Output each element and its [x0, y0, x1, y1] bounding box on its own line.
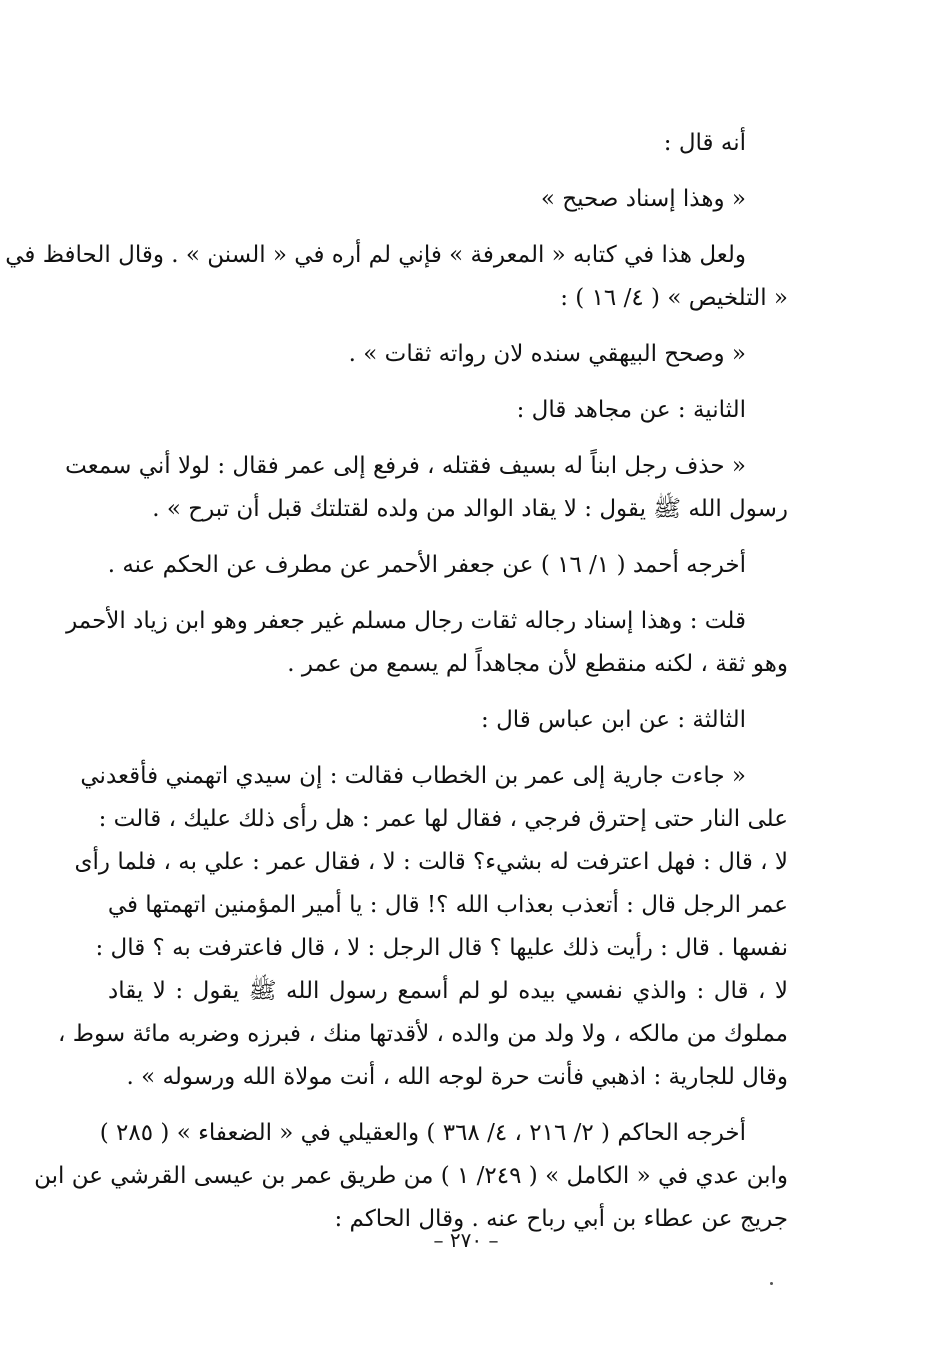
text-line: لا ، قال : فهل اعترفت له بشيء؟ قالت : لا ، فقال عمر : علي به ، فلما رأى [74, 849, 788, 875]
scan-speck [770, 1282, 773, 1285]
paragraph [108, 544, 788, 587]
text-line: على النار حتى إحترق فرجي ، فقال لها عمر : هل رأى ذلك عليك ، قالت : [98, 806, 788, 832]
text-line: أخرجه أحمد ( ١/ ١٦ ) عن جعفر الأحمر عن مطرف عن الحكم عنه . [107, 552, 746, 578]
paragraph [58, 755, 788, 1099]
text-line: وهو ثقة ، لكنه منقطع لأن مجاهداً لم يسمع من عمر . [287, 651, 788, 677]
text-line: لا ، قال : والذي نفسي بيده لو لم أسمع رسول الله ﷺ يقول : لا يقاد [108, 978, 788, 1004]
paragraph [108, 333, 788, 376]
text-line: « التلخيص » ( ٤/ ١٦ ) : [560, 285, 788, 311]
text-line: « جاءت جارية إلى عمر بن الخطاب فقالت : إن سيدي اتهمني فأقعدني [80, 763, 746, 789]
text-line: مملوك من مالكه ، ولا ولد من والده ، لأقدتها منك ، فبرزه وضربه مائة سوط ، [58, 1021, 788, 1047]
text-line: الثانية : عن مجاهد قال : [516, 397, 746, 423]
text-line: رسول الله ﷺ يقول : لا يقاد الوالد من ولده لقتلتك قبل أن تبرح » . [152, 496, 788, 522]
paragraph [108, 389, 788, 432]
text-line: أنه قال : [663, 130, 746, 156]
text-line: « وصحح البيهقي سنده لان رواته ثقات » . [348, 341, 746, 367]
text-line: أخرجه الحاكم ( ٢/ ٢١٦ ، ٤/ ٣٦٨ ) والعقيلي في « الضعفاء » ( ٢٨٥ ) [99, 1120, 746, 1146]
text-line: وابن عدي في « الكامل » ( ٢٤٩/ ١ ) من طريق عمر بن عيسى القرشي عن ابن [34, 1163, 788, 1189]
paragraph [108, 178, 788, 221]
page-number: – ٢٧٠ – [433, 1228, 499, 1252]
text-line: نفسها . قال : رأيت ذلك عليها ؟ قال الرجل : لا ، قال فاعترفت به ؟ قال : [95, 935, 788, 961]
paragraph [108, 699, 788, 742]
paragraph [108, 122, 788, 165]
paragraph [66, 600, 788, 686]
paragraph [34, 1112, 788, 1241]
text-line: ولعل هذا في كتابه « المعرفة » فإني لم أره في « السنن » . وقال الحافظ في [5, 242, 746, 268]
paragraph [5, 234, 788, 320]
page-body-text [5, 122, 788, 1254]
text-line: « حذف رجل ابناً له بسيف فقتله ، فرفع إلى عمر فقال : لولا أني سمعت [65, 453, 746, 479]
text-line: جريج عن عطاء بن أبي رباح عنه . وقال الحاكم : [334, 1206, 788, 1232]
paragraph [65, 445, 788, 531]
text-line: عمر الرجل قال : أتعذب بعذاب الله ؟! قال : يا أمير المؤمنين اتهمتها في [107, 892, 788, 918]
text-line: « وهذا إسناد صحيح » [540, 186, 746, 212]
text-line: الثالثة : عن ابن عباس قال : [481, 707, 746, 733]
text-line: وقال للجارية : اذهبي فأنت حرة لوجه الله ، أنت مولاة الله ورسوله » . [126, 1064, 788, 1090]
text-line: قلت : وهذا إسناد رجاله ثقات رجال مسلم غير جعفر وهو ابن زياد الأحمر [66, 608, 746, 634]
